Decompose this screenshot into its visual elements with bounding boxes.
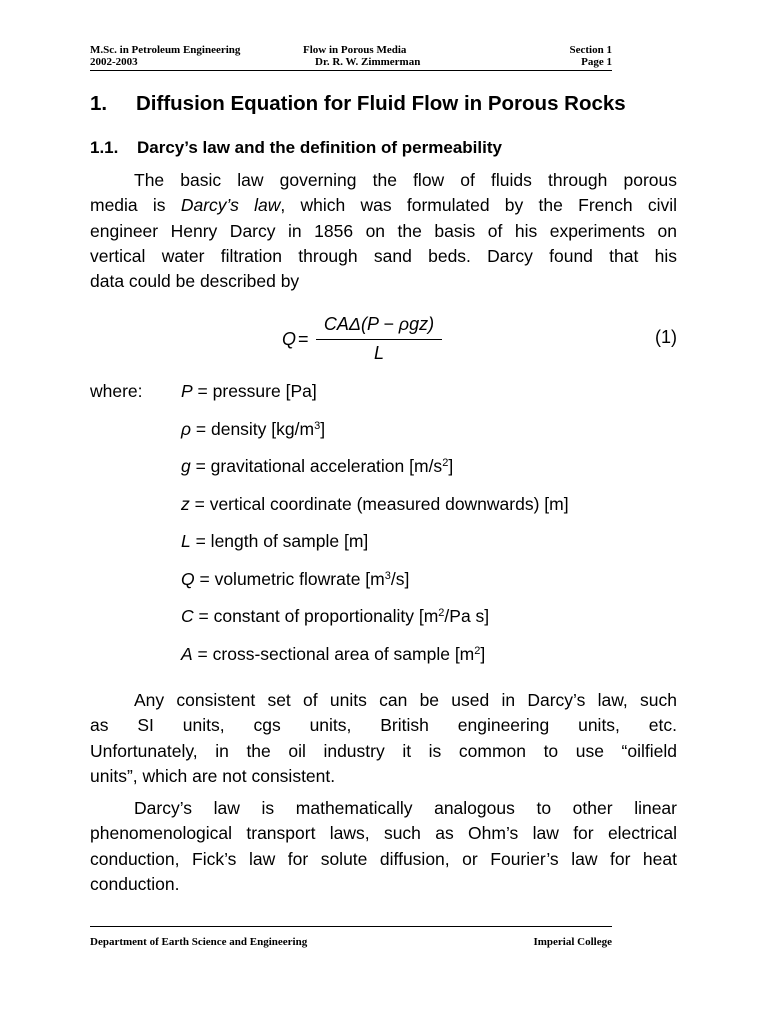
definition-symbol: ρ — [181, 418, 192, 439]
para2-line-4: units”, which are not consistent. — [90, 765, 336, 786]
footer-rule — [90, 926, 612, 927]
footer-department: Department of Earth Science and Engineering — [90, 936, 308, 948]
para2-line-3: Unfortunately, in the oil industry it is common to use “oilfield — [90, 740, 677, 761]
definition-unit-tail: ] — [448, 456, 454, 476]
subsection-number: 1.1. — [90, 138, 119, 157]
definition-item — [181, 381, 569, 419]
header-page: Page 1 — [581, 56, 612, 68]
definition-text: = gravitational acceleration [m/s — [190, 456, 443, 476]
definition-text: = volumetric flowrate [m — [194, 568, 385, 589]
definition-unit-tail: ] — [311, 381, 317, 401]
para1-line-3: engineer Henry Darcy in 1856 on the basis of his experiments on — [90, 220, 677, 241]
section-heading — [90, 92, 626, 116]
para1-line-2 — [90, 193, 677, 218]
header-author: Dr. R. W. Zimmerman — [315, 56, 421, 68]
definition-unit-tail: ] — [363, 531, 369, 551]
definition-symbol: z — [181, 493, 190, 514]
definition-text: = cross-sectional area of sample [m — [192, 643, 475, 664]
para3-line-4: conduction. — [90, 873, 180, 894]
definition-item — [181, 531, 569, 569]
equation-lhs: Q — [282, 329, 297, 349]
definition-unit-tail: ] — [320, 418, 326, 439]
definition-unit-tail: ] — [480, 643, 486, 664]
subsection-heading — [90, 138, 502, 158]
para2-line-1: Any consistent set of units can be used in Darcy’s law, such — [134, 690, 677, 710]
variable-definitions — [181, 381, 569, 681]
definition-text: = constant of proportionality [m — [193, 606, 439, 626]
equation-number: (1) — [655, 327, 677, 347]
para1-text: , which was formulated by the French civil — [280, 195, 678, 216]
header-subject: Flow in Porous Media — [303, 44, 407, 56]
definition-text: = density [kg/m — [191, 418, 315, 439]
definition-symbol: L — [181, 531, 191, 551]
definition-text: = vertical coordinate (measured downwards) [m — [189, 493, 564, 514]
definition-text: = length of sample [m — [190, 531, 364, 551]
definition-symbol: A — [181, 643, 193, 664]
paragraph-units — [90, 688, 677, 789]
definition-exponent: 2 — [438, 607, 445, 619]
darcy-equation — [90, 312, 677, 372]
definition-exponent: 3 — [314, 419, 321, 432]
definition-symbol: P — [181, 381, 193, 401]
paragraph-analogy — [90, 796, 677, 897]
para1-line-4: vertical water filtration through sand beds. Darcy found that his — [90, 245, 677, 266]
para3-line-1: Darcy’s law is mathematically analogous to other linear — [134, 798, 677, 818]
header-rule — [90, 70, 612, 71]
definition-item — [181, 644, 569, 682]
equation-numerator: CAΔ(P − ρgz) — [323, 314, 435, 334]
definition-exponent: 2 — [442, 457, 449, 469]
definition-symbol: g — [181, 456, 191, 476]
equation-denominator: L — [373, 343, 384, 363]
header-course: M.Sc. in Petroleum Engineering — [90, 44, 241, 56]
para1-line-5: data could be described by — [90, 271, 300, 292]
darcys-law-term: Darcy’s law — [180, 195, 281, 216]
footer-institution: Imperial College — [533, 936, 612, 948]
definition-item — [181, 606, 569, 644]
para3-line-2: phenomenological transport laws, such as Ohm’s law for electrical — [90, 823, 677, 844]
definition-item — [181, 494, 569, 532]
subsection-title: Darcy’s law and the definition of permeability — [137, 138, 502, 157]
definition-item — [181, 419, 569, 457]
definition-exponent: 3 — [384, 569, 391, 582]
paragraph-darcy-intro — [90, 168, 677, 294]
definition-text: = pressure [Pa — [192, 381, 312, 401]
definition-symbol: Q — [181, 568, 195, 589]
para2-line-2: as SI units, cgs units, British engineering units, etc. — [90, 715, 677, 736]
header-year: 2002-2003 — [90, 56, 138, 68]
definition-item — [181, 569, 569, 607]
definition-unit-tail: ] — [563, 493, 569, 514]
para3-line-3: conduction, Fick’s law for solute diffusion, or Fourier’s law for heat — [90, 848, 677, 869]
header-section: Section 1 — [569, 44, 612, 56]
para1-line-1: The basic law governing the flow of fluids through porous — [134, 170, 677, 190]
equation-fraction — [316, 312, 442, 366]
definition-unit-tail: /s] — [390, 568, 410, 589]
definition-exponent: 2 — [474, 644, 481, 657]
where-label: where: — [90, 381, 143, 401]
definition-symbol: C — [181, 606, 194, 626]
equation-equals: = — [298, 329, 309, 349]
definition-item — [181, 456, 569, 494]
section-number: 1. — [90, 92, 108, 115]
para1-text: media is — [90, 195, 181, 216]
section-title: Diffusion Equation for Fluid Flow in Porous Rocks — [136, 92, 626, 115]
definition-unit-tail: /Pa s] — [444, 606, 490, 626]
